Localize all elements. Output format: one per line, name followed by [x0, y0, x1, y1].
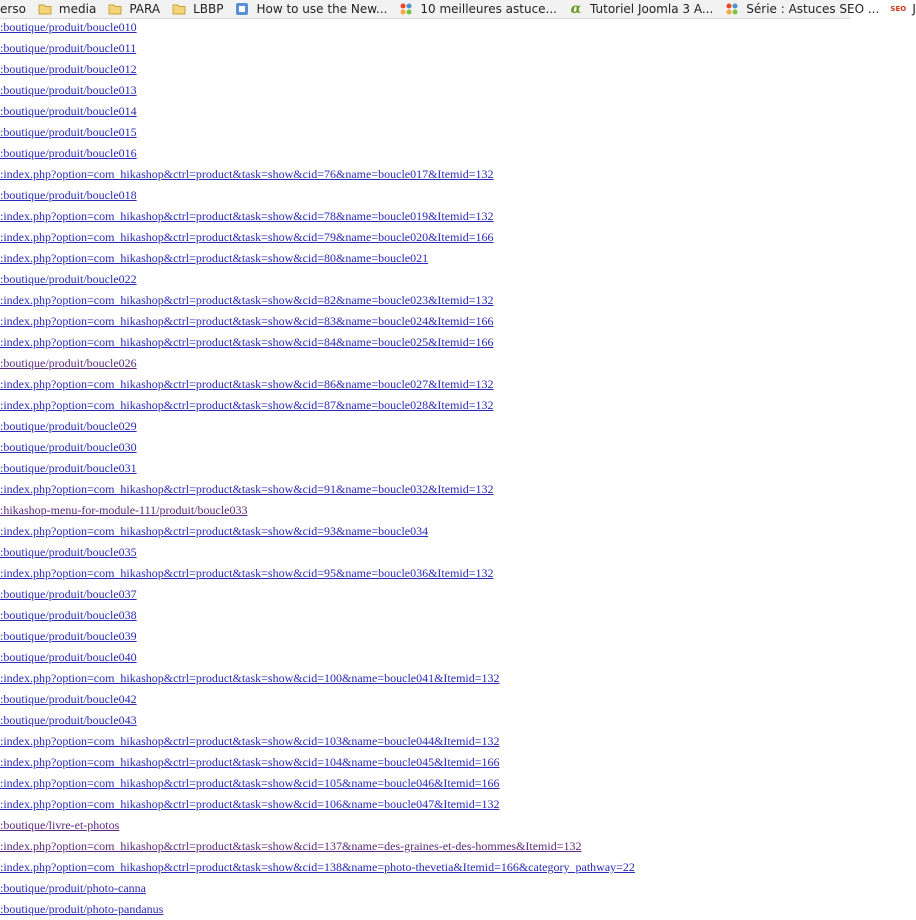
url-link[interactable]: :index.php?option=com_hikashop&ctrl=product&task=show&cid=80&name=boucle021	[0, 251, 429, 265]
list-item	[0, 59, 850, 80]
bookmark-label: Série : Astuces SEO ...	[746, 2, 880, 16]
list-item	[0, 752, 850, 773]
url-link[interactable]: :boutique/produit/boucle030	[0, 440, 137, 454]
bookmark-seo[interactable]	[891, 0, 916, 18]
url-link[interactable]: :index.php?option=com_hikashop&ctrl=product&task=show&cid=137&name=des-graines-et-des-hommes&Itemid=132	[0, 839, 582, 853]
url-link[interactable]: :boutique/produit/boucle026	[0, 356, 137, 370]
list-item	[0, 122, 850, 143]
joomla-icon	[399, 3, 413, 15]
bookmark-label: Tutoriel Joomla 3 A...	[590, 2, 714, 16]
bookmark-how-to-use[interactable]	[235, 0, 387, 18]
app-icon	[235, 3, 249, 15]
list-item	[0, 395, 850, 416]
bookmark-serie-astuces[interactable]	[725, 0, 879, 18]
list-item	[0, 647, 850, 668]
bookmark-label: How to use the New...	[256, 2, 388, 16]
list-item	[0, 164, 850, 185]
url-link[interactable]: :index.php?option=com_hikashop&ctrl=product&task=show&cid=100&name=boucle041&Itemid=132	[0, 671, 500, 685]
url-link[interactable]: :boutique/produit/boucle010	[0, 20, 137, 34]
url-link[interactable]: :boutique/produit/boucle016	[0, 146, 137, 160]
url-link[interactable]: :index.php?option=com_hikashop&ctrl=product&task=show&cid=78&name=boucle019&Itemid=132	[0, 209, 494, 223]
url-link[interactable]: :index.php?option=com_hikashop&ctrl=product&task=show&cid=79&name=boucle020&Itemid=166	[0, 230, 494, 244]
list-item	[0, 857, 850, 878]
url-link[interactable]: :index.php?option=com_hikashop&ctrl=product&task=show&cid=86&name=boucle027&Itemid=132	[0, 377, 494, 391]
url-link[interactable]: :boutique/produit/boucle043	[0, 713, 137, 727]
list-item	[0, 437, 850, 458]
list-item	[0, 710, 850, 731]
bookmark-label: LBBP	[193, 2, 224, 16]
url-link[interactable]: :hikashop-menu-for-module-111/produit/boucle033	[0, 503, 248, 517]
url-link[interactable]: :boutique/produit/boucle042	[0, 692, 137, 706]
url-link[interactable]: :boutique/livre-et-photos	[0, 818, 120, 832]
url-link[interactable]: :boutique/produit/photo-canna	[0, 881, 146, 895]
list-item	[0, 899, 850, 920]
list-item	[0, 731, 850, 752]
folder-icon	[172, 3, 186, 15]
list-item	[0, 563, 850, 584]
url-link[interactable]: :index.php?option=com_hikashop&ctrl=product&task=show&cid=104&name=boucle045&Itemid=166	[0, 755, 500, 769]
list-item	[0, 836, 850, 857]
list-item	[0, 521, 850, 542]
url-link[interactable]: :index.php?option=com_hikashop&ctrl=product&task=show&cid=91&name=boucle032&Itemid=132	[0, 482, 494, 496]
bookmark-folder-para[interactable]	[108, 0, 160, 18]
list-item	[0, 269, 850, 290]
link-list	[0, 17, 850, 920]
url-link[interactable]: :boutique/produit/boucle040	[0, 650, 137, 664]
joomla-icon	[725, 3, 739, 15]
list-item	[0, 773, 850, 794]
list-item	[0, 626, 850, 647]
bookmark-erso[interactable]	[0, 0, 26, 18]
bookmark-label: PARA	[129, 2, 161, 16]
url-link[interactable]: :boutique/produit/boucle011	[0, 41, 137, 55]
seo-icon: SEO	[890, 5, 907, 13]
url-link[interactable]: :index.php?option=com_hikashop&ctrl=product&task=show&cid=105&name=boucle046&Itemid=166	[0, 776, 500, 790]
list-item	[0, 374, 850, 395]
list-item	[0, 206, 850, 227]
url-link[interactable]: :boutique/produit/boucle022	[0, 272, 137, 286]
url-link[interactable]: :index.php?option=com_hikashop&ctrl=product&task=show&cid=138&name=photo-thevetia&Itemid=166&category_pathway=22	[0, 860, 635, 874]
list-item	[0, 416, 850, 437]
bookmark-label: media	[58, 2, 97, 16]
url-link[interactable]: :index.php?option=com_hikashop&ctrl=product&task=show&cid=76&name=boucle017&Itemid=132	[0, 167, 494, 181]
url-link[interactable]: :boutique/produit/boucle038	[0, 608, 137, 622]
list-item	[0, 668, 850, 689]
list-item	[0, 878, 850, 899]
url-link[interactable]: :index.php?option=com_hikashop&ctrl=product&task=show&cid=95&name=boucle036&Itemid=132	[0, 566, 494, 580]
list-item	[0, 479, 850, 500]
url-link[interactable]: :boutique/produit/boucle029	[0, 419, 137, 433]
list-item	[0, 17, 850, 38]
bookmark-10-meilleures[interactable]	[399, 0, 557, 18]
folder-icon	[108, 3, 122, 15]
url-link[interactable]: :index.php?option=com_hikashop&ctrl=product&task=show&cid=106&name=boucle047&Itemid=132	[0, 797, 500, 811]
url-link[interactable]: :boutique/produit/boucle014	[0, 104, 137, 118]
bookmark-label: 10 meilleures astuce...	[420, 2, 557, 16]
list-item	[0, 143, 850, 164]
bookmark-folder-media[interactable]	[38, 0, 96, 18]
folder-icon	[38, 3, 52, 15]
list-item	[0, 500, 850, 521]
list-item	[0, 227, 850, 248]
url-link[interactable]: :boutique/produit/boucle031	[0, 461, 137, 475]
list-item	[0, 290, 850, 311]
url-link[interactable]: :index.php?option=com_hikashop&ctrl=product&task=show&cid=84&name=boucle025&Itemid=166	[0, 335, 494, 349]
url-link[interactable]: :boutique/produit/boucle018	[0, 188, 137, 202]
url-link[interactable]: :boutique/produit/boucle012	[0, 62, 137, 76]
list-item	[0, 332, 850, 353]
url-link[interactable]: :index.php?option=com_hikashop&ctrl=product&task=show&cid=83&name=boucle024&Itemid=166	[0, 314, 494, 328]
list-item	[0, 185, 850, 206]
list-item	[0, 584, 850, 605]
alpha-icon: α	[570, 1, 582, 17]
url-link[interactable]: :index.php?option=com_hikashop&ctrl=product&task=show&cid=103&name=boucle044&Itemid=132	[0, 734, 500, 748]
list-item	[0, 794, 850, 815]
url-link[interactable]: :boutique/produit/boucle039	[0, 629, 137, 643]
url-link[interactable]: :boutique/produit/boucle015	[0, 125, 137, 139]
bookmark-tutoriel-joomla[interactable]	[569, 0, 713, 18]
bookmark-label: erso	[0, 2, 26, 16]
list-item	[0, 458, 850, 479]
list-item	[0, 353, 850, 374]
list-item	[0, 311, 850, 332]
list-item	[0, 101, 850, 122]
bookmark-folder-lbbp[interactable]	[172, 0, 223, 18]
url-link[interactable]: :boutique/produit/photo-pandanus	[0, 902, 164, 916]
list-item	[0, 689, 850, 710]
list-item	[0, 815, 850, 836]
url-link[interactable]: :index.php?option=com_hikashop&ctrl=product&task=show&cid=82&name=boucle023&Itemid=132	[0, 293, 494, 307]
list-item	[0, 80, 850, 101]
list-item	[0, 542, 850, 563]
url-link[interactable]: :index.php?option=com_hikashop&ctrl=product&task=show&cid=93&name=boucle034	[0, 524, 429, 538]
list-item	[0, 38, 850, 59]
bookmark-label: J	[912, 2, 916, 16]
list-item	[0, 248, 850, 269]
url-link[interactable]: :boutique/produit/boucle035	[0, 545, 137, 559]
url-link[interactable]: :index.php?option=com_hikashop&ctrl=product&task=show&cid=87&name=boucle028&Itemid=132	[0, 398, 494, 412]
list-item	[0, 605, 850, 626]
url-link[interactable]: :boutique/produit/boucle013	[0, 83, 137, 97]
url-link[interactable]: :boutique/produit/boucle037	[0, 587, 137, 601]
